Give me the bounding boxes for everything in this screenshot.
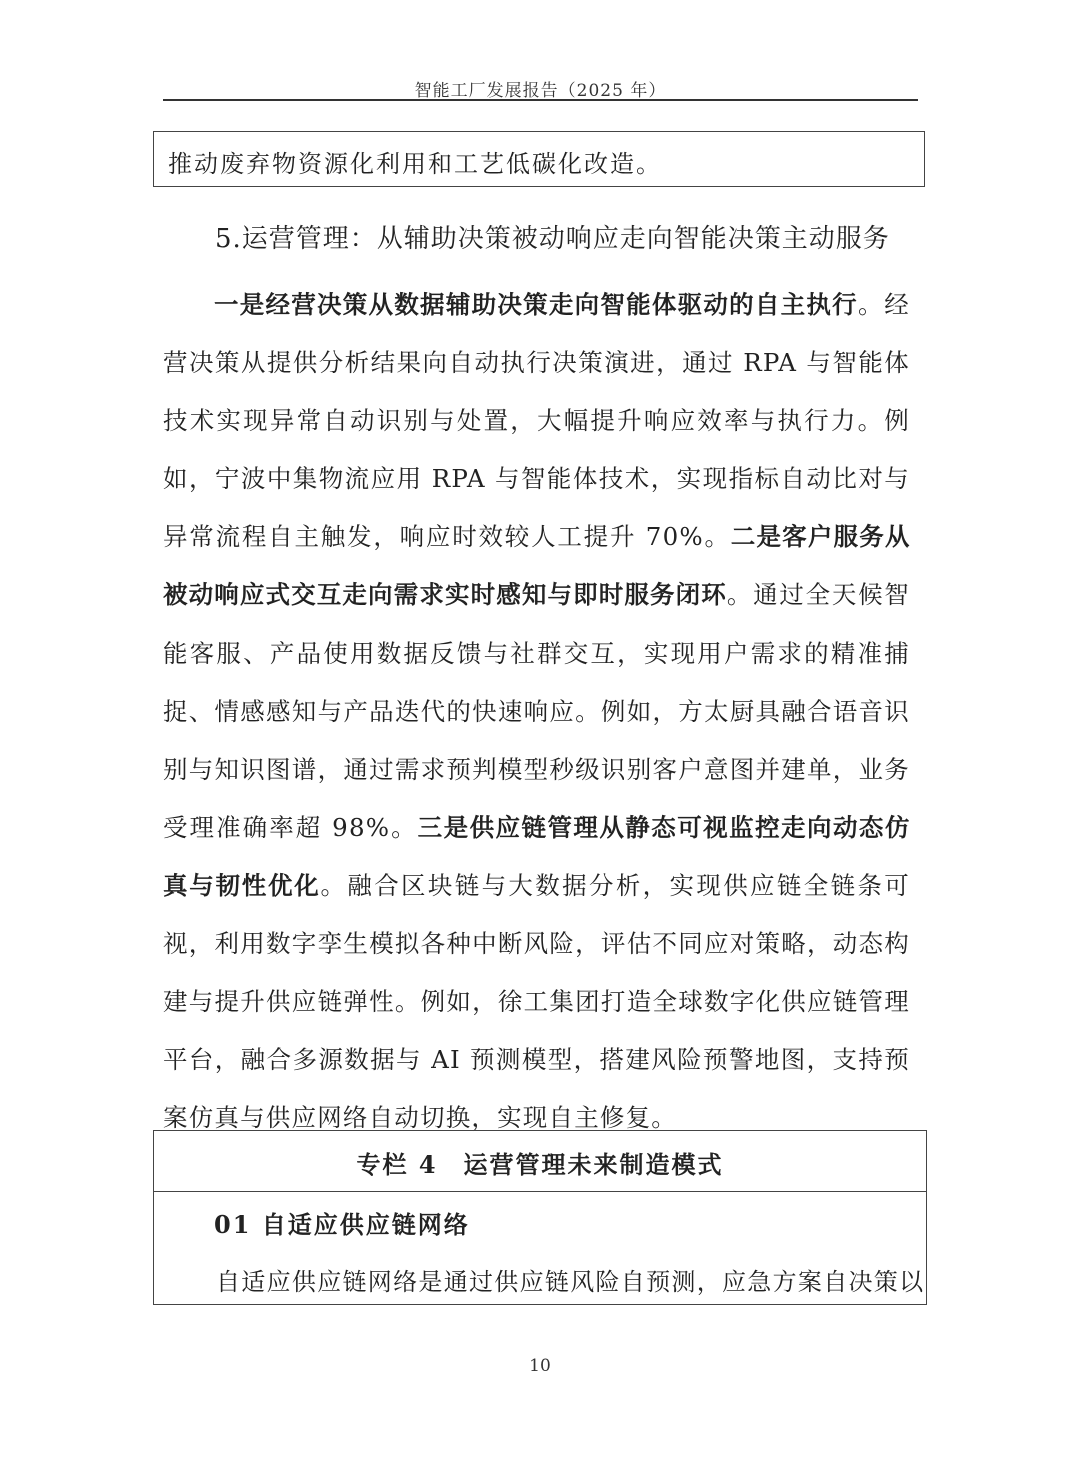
column-box xyxy=(153,1130,927,1305)
column-item-title: 01 自适应供应链网络 xyxy=(214,1210,470,1239)
column-title: 专栏 4 运营管理未来制造模式 xyxy=(356,1150,724,1179)
column-title-row xyxy=(154,1131,926,1192)
running-header: 智能工厂发展报告（2025 年） xyxy=(414,81,667,101)
continuation-box xyxy=(153,131,925,187)
body-paragraph xyxy=(163,276,910,1147)
lead-sentence-3: 三是供应链管理从静态可视监控走向动态仿真与韧性优化 xyxy=(163,812,910,900)
lead-sentence-2: 二是客户服务从被动响应式交互走向需求实时感知与即时服务闭环 xyxy=(163,522,910,610)
column-item-text: 自适应供应链网络是通过供应链风险自预测，应急方案自决策以 xyxy=(216,1268,925,1296)
continuation-box-text: 推动废弃物资源化利用和工艺低碳化改造。 xyxy=(168,150,662,178)
paragraph-text-3: 。融合区块链与大数据分析，实现供应链全链条可视，利用数字孪生模拟各种中断风险，评估不同应对策略，动态构建与提升供应链弹性。例如，徐工集团打造全球数字化供应链管理平台，融合多源数据与 AI 预测模型，搭建风险预警地图，支持预案仿真与供应网络自动切换，实现自主修复。 xyxy=(163,870,910,1133)
page-number: 10 xyxy=(529,1356,551,1376)
lead-sentence-1: 一是经营决策从数据辅助决策走向智能体驱动的自主执行 xyxy=(214,290,858,319)
paragraph-text-1: 。经营决策从提供分析结果向自动执行决策演进，通过 RPA 与智能体技术实现异常自动识别与处置，大幅提升响应效率与执行力。例如，宁波中集物流应用 RPA 与智能体技术，实现指标自动比对与异常流程自主触发，响应时效较人工提升 70%。 xyxy=(163,290,910,552)
section-title: 5.运营管理：从辅助决策被动响应走向智能决策主动服务 xyxy=(215,224,890,254)
header-rule xyxy=(163,99,918,101)
paragraph-text-2: 。通过全天候智能客服、产品使用数据反馈与社群交互，实现用户需求的精准捕捉、情感感知与产品迭代的快速响应。例如，方太厨具融合语音识别与知识图谱，通过需求预判模型秒级识别客户意图并建单，业务受理准确率超 98%。 xyxy=(163,580,910,842)
